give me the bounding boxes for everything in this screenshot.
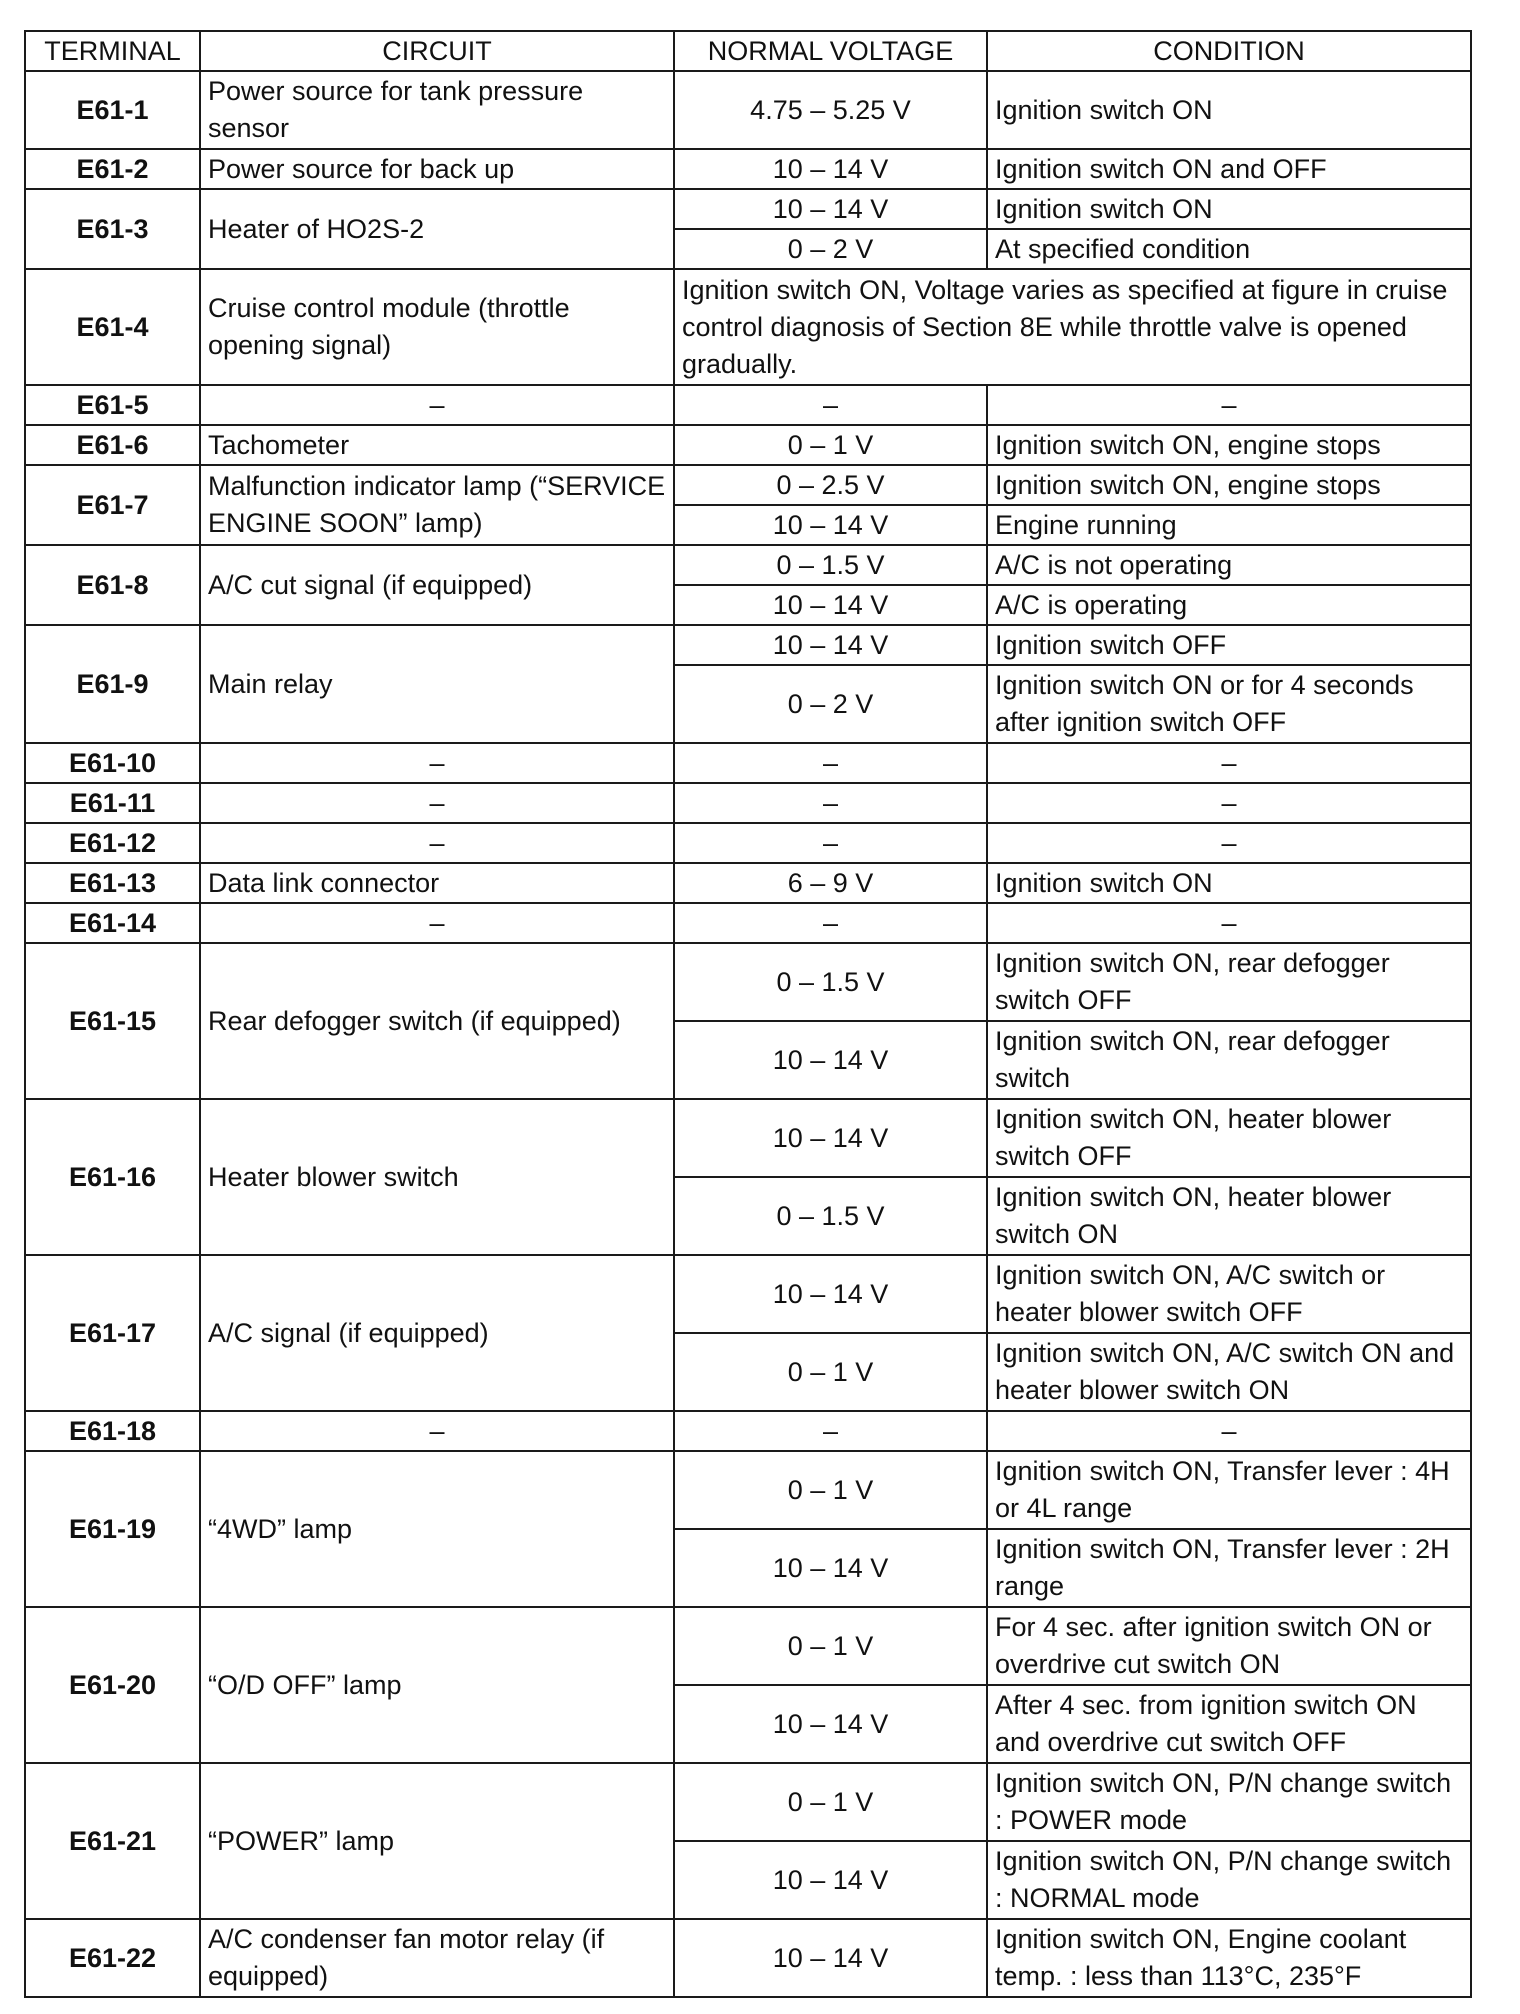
voltage-cell: 0 – 1 V bbox=[674, 1607, 987, 1685]
header-terminal: TERMINAL bbox=[25, 31, 200, 71]
circuit-cell: Malfunction indicator lamp (“SERVICE ENGINE SOON” lamp) bbox=[200, 465, 674, 545]
condition-cell: – bbox=[987, 1411, 1471, 1451]
table-row bbox=[25, 943, 1471, 1021]
table-row bbox=[25, 823, 1471, 863]
circuit-cell: Power source for back up bbox=[200, 149, 674, 189]
voltage-cell: 0 – 2 V bbox=[674, 229, 987, 269]
condition-cell: Ignition switch ON, P/N change switch : NORMAL mode bbox=[987, 1841, 1471, 1919]
circuit-cell: Power source for tank pressure sensor bbox=[200, 71, 674, 149]
voltage-cell: – bbox=[674, 1411, 987, 1451]
voltage-cell: 10 – 14 V bbox=[674, 189, 987, 229]
condition-cell: – bbox=[987, 823, 1471, 863]
table-row bbox=[25, 743, 1471, 783]
table-row bbox=[25, 1607, 1471, 1685]
condition-cell: – bbox=[987, 385, 1471, 425]
header-normal-voltage: NORMAL VOLTAGE bbox=[674, 31, 987, 71]
voltage-cell: – bbox=[674, 743, 987, 783]
table-row bbox=[25, 385, 1471, 425]
table-header-row bbox=[25, 31, 1471, 71]
voltage-cell: 10 – 14 V bbox=[674, 1099, 987, 1177]
voltage-cell: 0 – 2 V bbox=[674, 665, 987, 743]
table-row bbox=[25, 1255, 1471, 1333]
condition-cell: – bbox=[987, 743, 1471, 783]
terminal-cell: E61-6 bbox=[25, 425, 200, 465]
circuit-cell: A/C cut signal (if equipped) bbox=[200, 545, 674, 625]
voltage-cell: 10 – 14 V bbox=[674, 1919, 987, 1997]
circuit-cell: “4WD” lamp bbox=[200, 1451, 674, 1607]
voltage-condition-note: Ignition switch ON, Voltage varies as specified at figure in cruise control diagnosis of Section 8E while throttle valve is opened gradually. bbox=[674, 269, 1471, 385]
table-row bbox=[25, 903, 1471, 943]
voltage-cell: 10 – 14 V bbox=[674, 585, 987, 625]
voltage-cell: 0 – 2.5 V bbox=[674, 465, 987, 505]
voltage-cell: 10 – 14 V bbox=[674, 505, 987, 545]
voltage-cell: 10 – 14 V bbox=[674, 625, 987, 665]
circuit-cell: – bbox=[200, 1411, 674, 1451]
condition-cell: Ignition switch ON, A/C switch ON and heater blower switch ON bbox=[987, 1333, 1471, 1411]
terminal-cell: E61-14 bbox=[25, 903, 200, 943]
table-row bbox=[25, 625, 1471, 665]
condition-cell: Ignition switch ON, Engine coolant temp. : less than 113°C, 235°F bbox=[987, 1919, 1471, 1997]
table-row bbox=[25, 71, 1471, 149]
table-row bbox=[25, 1763, 1471, 1841]
voltage-cell: 0 – 1 V bbox=[674, 1333, 987, 1411]
circuit-cell: Heater blower switch bbox=[200, 1099, 674, 1255]
condition-cell: A/C is not operating bbox=[987, 545, 1471, 585]
condition-cell: Ignition switch ON, A/C switch or heater blower switch OFF bbox=[987, 1255, 1471, 1333]
circuit-cell: Heater of HO2S-2 bbox=[200, 189, 674, 269]
condition-cell: At specified condition bbox=[987, 229, 1471, 269]
condition-cell: Engine running bbox=[987, 505, 1471, 545]
voltage-cell: 10 – 14 V bbox=[674, 149, 987, 189]
terminal-cell: E61-17 bbox=[25, 1255, 200, 1411]
terminal-cell: E61-9 bbox=[25, 625, 200, 743]
table-row bbox=[25, 149, 1471, 189]
condition-cell: Ignition switch ON, rear defogger switch bbox=[987, 1021, 1471, 1099]
condition-cell: Ignition switch OFF bbox=[987, 625, 1471, 665]
table-row bbox=[25, 863, 1471, 903]
condition-cell: Ignition switch ON, engine stops bbox=[987, 425, 1471, 465]
terminal-cell: E61-5 bbox=[25, 385, 200, 425]
circuit-cell: – bbox=[200, 903, 674, 943]
voltage-cell: 10 – 14 V bbox=[674, 1841, 987, 1919]
terminal-cell: E61-2 bbox=[25, 149, 200, 189]
terminal-cell: E61-7 bbox=[25, 465, 200, 545]
terminal-voltage-page bbox=[24, 30, 1470, 1998]
header-circuit: CIRCUIT bbox=[200, 31, 674, 71]
circuit-cell: – bbox=[200, 385, 674, 425]
table-row bbox=[25, 465, 1471, 505]
voltage-cell: 10 – 14 V bbox=[674, 1255, 987, 1333]
voltage-cell: 10 – 14 V bbox=[674, 1685, 987, 1763]
terminal-voltage-table bbox=[24, 30, 1472, 1998]
condition-cell: Ignition switch ON, heater blower switch OFF bbox=[987, 1099, 1471, 1177]
terminal-cell: E61-1 bbox=[25, 71, 200, 149]
circuit-cell: Tachometer bbox=[200, 425, 674, 465]
voltage-cell: 0 – 1 V bbox=[674, 1763, 987, 1841]
condition-cell: Ignition switch ON bbox=[987, 863, 1471, 903]
table-row bbox=[25, 1411, 1471, 1451]
table-row bbox=[25, 189, 1471, 229]
condition-cell: Ignition switch ON and OFF bbox=[987, 149, 1471, 189]
voltage-cell: – bbox=[674, 903, 987, 943]
terminal-cell: E61-3 bbox=[25, 189, 200, 269]
condition-cell: Ignition switch ON, P/N change switch : POWER mode bbox=[987, 1763, 1471, 1841]
condition-cell: Ignition switch ON, rear defogger switch OFF bbox=[987, 943, 1471, 1021]
condition-cell: – bbox=[987, 783, 1471, 823]
voltage-cell: 10 – 14 V bbox=[674, 1529, 987, 1607]
terminal-cell: E61-21 bbox=[25, 1763, 200, 1919]
voltage-cell: – bbox=[674, 823, 987, 863]
terminal-cell: E61-4 bbox=[25, 269, 200, 385]
table-row bbox=[25, 269, 1471, 385]
terminal-cell: E61-8 bbox=[25, 545, 200, 625]
terminal-cell: E61-10 bbox=[25, 743, 200, 783]
table-row bbox=[25, 1451, 1471, 1529]
condition-cell: Ignition switch ON, Transfer lever : 4H or 4L range bbox=[987, 1451, 1471, 1529]
condition-cell: Ignition switch ON, heater blower switch ON bbox=[987, 1177, 1471, 1255]
voltage-cell: 0 – 1 V bbox=[674, 425, 987, 465]
voltage-cell: 4.75 – 5.25 V bbox=[674, 71, 987, 149]
terminal-cell: E61-22 bbox=[25, 1919, 200, 1997]
condition-cell: Ignition switch ON, engine stops bbox=[987, 465, 1471, 505]
condition-cell: A/C is operating bbox=[987, 585, 1471, 625]
circuit-cell: – bbox=[200, 823, 674, 863]
circuit-cell: A/C condenser fan motor relay (if equipped) bbox=[200, 1919, 674, 1997]
table-row bbox=[25, 1099, 1471, 1177]
circuit-cell: A/C signal (if equipped) bbox=[200, 1255, 674, 1411]
condition-cell: Ignition switch ON or for 4 seconds after ignition switch OFF bbox=[987, 665, 1471, 743]
condition-cell: – bbox=[987, 903, 1471, 943]
circuit-cell: – bbox=[200, 783, 674, 823]
circuit-cell: Data link connector bbox=[200, 863, 674, 903]
terminal-cell: E61-18 bbox=[25, 1411, 200, 1451]
circuit-cell: – bbox=[200, 743, 674, 783]
voltage-cell: 0 – 1.5 V bbox=[674, 943, 987, 1021]
table-row bbox=[25, 425, 1471, 465]
circuit-cell: Cruise control module (throttle opening signal) bbox=[200, 269, 674, 385]
circuit-cell: “O/D OFF” lamp bbox=[200, 1607, 674, 1763]
terminal-cell: E61-11 bbox=[25, 783, 200, 823]
condition-cell: Ignition switch ON bbox=[987, 71, 1471, 149]
table-row bbox=[25, 1919, 1471, 1997]
terminal-cell: E61-16 bbox=[25, 1099, 200, 1255]
voltage-cell: 0 – 1.5 V bbox=[674, 1177, 987, 1255]
terminal-cell: E61-12 bbox=[25, 823, 200, 863]
header-condition: CONDITION bbox=[987, 31, 1471, 71]
condition-cell: Ignition switch ON, Transfer lever : 2H range bbox=[987, 1529, 1471, 1607]
voltage-cell: – bbox=[674, 385, 987, 425]
table-row bbox=[25, 545, 1471, 585]
circuit-cell: “POWER” lamp bbox=[200, 1763, 674, 1919]
condition-cell: After 4 sec. from ignition switch ON and overdrive cut switch OFF bbox=[987, 1685, 1471, 1763]
terminal-cell: E61-19 bbox=[25, 1451, 200, 1607]
terminal-cell: E61-13 bbox=[25, 863, 200, 903]
terminal-cell: E61-20 bbox=[25, 1607, 200, 1763]
circuit-cell: Rear defogger switch (if equipped) bbox=[200, 943, 674, 1099]
voltage-cell: – bbox=[674, 783, 987, 823]
condition-cell: For 4 sec. after ignition switch ON or overdrive cut switch ON bbox=[987, 1607, 1471, 1685]
circuit-cell: Main relay bbox=[200, 625, 674, 743]
voltage-cell: 10 – 14 V bbox=[674, 1021, 987, 1099]
terminal-cell: E61-15 bbox=[25, 943, 200, 1099]
voltage-cell: 6 – 9 V bbox=[674, 863, 987, 903]
condition-cell: Ignition switch ON bbox=[987, 189, 1471, 229]
voltage-cell: 0 – 1.5 V bbox=[674, 545, 987, 585]
voltage-cell: 0 – 1 V bbox=[674, 1451, 987, 1529]
table-row bbox=[25, 783, 1471, 823]
